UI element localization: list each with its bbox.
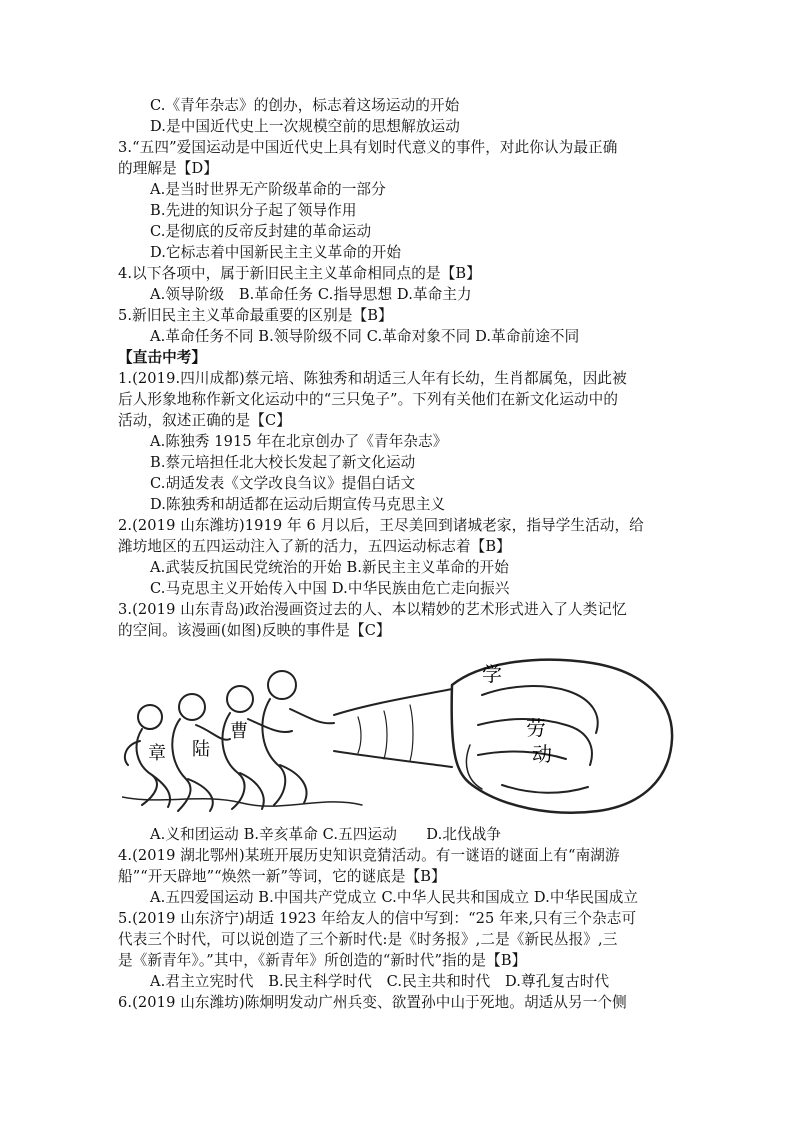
text-line: A.是当时世界无产阶级革命的一部分 [150,181,386,198]
text-line: C.《青年杂志》的创办，标志着这场运动的开始 [150,97,460,114]
text-line: A.武装反抗国民党统治的开始 B.新民主主义革命的开始 [150,559,509,576]
text-line: C.马克思主义开始传入中国 D.中华民族由危亡走向振兴 [150,580,510,597]
text-line: 3.(2019 山东青岛)政治漫画资过去的人、本以精妙的艺术形式进入了人类记忆 [118,601,627,618]
cartoon-label: 学 [482,662,502,686]
cartoon-drawing [122,655,682,820]
text-line: A.五四爱国运动 B.中国共产党成立 C.中华人民共和国成立 D.中华民国成立 [150,889,639,906]
text-line: B.先进的知识分子起了领导作用 [150,202,357,219]
cartoon-label: 劳 [526,716,546,740]
text-line: A.陈独秀 1915 年在北京创办了《青年杂志》 [150,433,448,450]
text-line: 潍坊地区的五四运动注入了新的活力，五四运动标志着【B】 [118,538,511,555]
text-line: 4.以下各项中，属于新旧民主主义革命相同点的是【B】 [118,265,481,282]
text-line: A.义和团运动 B.辛亥革命 C.五四运动 D.北伐战争 [150,826,502,843]
text-line: 的空间。该漫画(如图)反映的事件是【C】 [118,622,391,639]
section-heading: 【直击中考】 [118,349,207,366]
text-line: 活动，叙述正确的是【C】 [118,412,291,429]
text-line: 船”“开天辟地”“焕然一新”等词，它的谜底是【B】 [118,868,446,885]
text-line: 5.新旧民主主义革命最重要的区别是【B】 [118,307,393,324]
text-line: B.蔡元培担任北大校长发起了新文化运动 [150,454,416,471]
text-line: 的理解是【D】 [118,160,218,177]
text-line: D.陈独秀和胡适都在运动后期宣传马克思主义 [150,496,446,513]
cartoon-label: 动 [532,742,552,766]
text-line: 2.(2019 山东潍坊)1919 年 6 月以后，王尽美回到诸城老家，指导学生活动，给 [118,517,644,534]
text-line: C.是彻底的反帝反封建的革命运动 [150,223,372,240]
cartoon-label: 陆 [192,739,210,760]
text-line: A.革命任务不同 B.领导阶级不同 C.革命对象不同 D.革命前途不同 [150,328,580,345]
text-line: 3.“五四”爱国运动是中国近代史上具有划时代意义的事件，对此你认为最正确 [118,139,618,156]
text-line: A.领导阶级 B.革命任务 C.指导思想 D.革命主力 [150,286,472,303]
text-line: A.君主立宪时代 B.民主科学时代 C.民主共和时代 D.尊孔复古时代 [150,973,610,990]
text-line: C.胡适发表《文学改良刍议》提倡白话文 [150,475,416,492]
cartoon-label: 章 [148,743,166,764]
text-line: D.它标志着中国新民主主义革命的开始 [150,244,402,261]
political-cartoon [122,655,682,820]
text-line: 1.(2019.四川成都)蔡元培、陈独秀和胡适三人年有长幼，生肖都属兔，因此被 [118,370,627,387]
text-line: 代表三个时代，可以说创造了三个新时代:是《时务报》,二是《新民丛报》,三 [118,931,618,948]
text-line: 是《新青年》。”其中，《新青年》所创造的“新时代”指的是【B】 [118,952,527,969]
text-line: 后人形象地称作新文化运动中的“三只兔子”。下列有关他们在新文化运动中的 [118,391,619,408]
text-line: 4.(2019 湖北鄂州)某班开展历史知识竞猜活动。有一谜语的谜面上有“南湖游 [118,847,620,864]
cartoon-label: 曹 [230,721,248,742]
text-line: D.是中国近代史上一次规模空前的思想解放运动 [150,118,460,135]
text-line: 6.(2019 山东潍坊)陈炯明发动广州兵变、欲置孙中山于死地。胡适从另一个侧 [118,994,627,1011]
text-line: 5.(2019 山东济宁)胡适 1923 年给友人的信中写到：“25 年来,只有三个杂志可 [118,910,637,927]
